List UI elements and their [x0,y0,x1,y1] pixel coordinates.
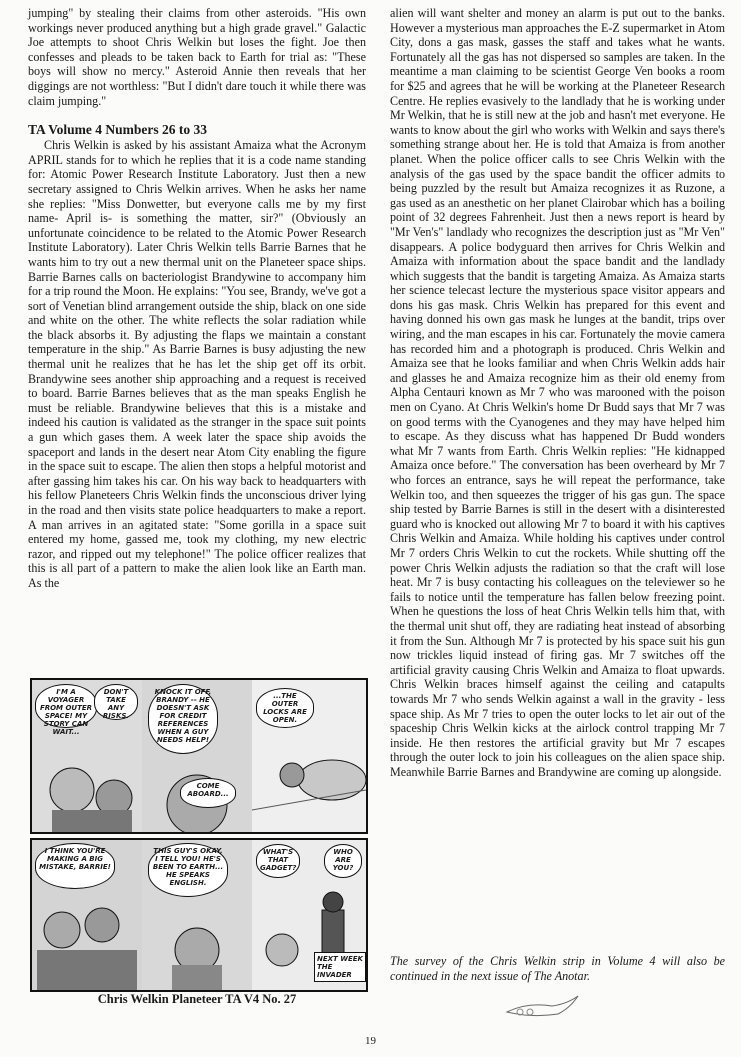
speech-bubble: I'M A VOYAGER FROM OUTER SPACE! MY STORY CAN WAIT... [35,684,97,728]
section-heading: TA Volume 4 Numbers 26 to 33 [28,122,208,138]
continued-note: The survey of the Chris Welkin strip in Volume 4 will also be continued in the next issue of The Anotar. [390,954,725,983]
speech-bubble: COME ABOARD... [180,778,236,808]
speech-bubble: DON'T TAKE ANY RISKS. [94,684,138,720]
comic-strip-top [30,678,368,834]
comic-panel [142,680,254,832]
speech-bubble: WHAT'S THAT GADGET? [256,844,300,878]
speech-bubble: WHO ARE YOU? [324,844,362,878]
comic-panel [252,680,366,832]
speech-bubble: I THINK YOU'RE MAKING A BIG MISTAKE, BARRIE! [35,843,115,889]
comic-caption: Chris Welkin Planeteer TA V4 No. 27 [97,992,297,1006]
rocket-logo-icon [502,992,582,1022]
speech-bubble: KNOCK IT OFF, BRANDY -- HE DOESN'T ASK FOR CREDIT REFERENCES WHEN A GUY NEEDS HELP! [148,684,218,754]
comic-panel [142,840,254,990]
paragraph: Chris Welkin is asked by his assistant Amaiza what the Acronym APRIL stands for to which he replies that it is a code name standing for: Atomic Power Research Institute Laboratory. Just then a new secretary assigned to Chris Welkin arrives. When he asks her name she replies: "Miss Donwetter, but everyone calls me by my first name- April is- is something the matter, sir?" (Obviously an unfortunate coincidence to be related to the Atomic Power Research Institute Laboratory). Later Chris Welkin tells Barrie Barnes that he wants him to try out a new thermal unit on the Planeteer space ships. Barrie Barnes calls on bacteriologist Brandywine to accompany him for a trip round the Moon. He explains: "You see, Brandy, we've got a sort of Venetian blind arrangement outside the ship, black on one side and white on the other. The white reflects the solar radiation while the black absorbs it. By adjusting the flaps we maintain a constant temperature in the ship." As Barrie Barnes is busy adjusting the new thermal unit he realizes that he has let the ship get off its orbit. Brandywine sees another ship approaching and a request is received to board. Barrie Barnes believes that as the man speaks English he must be reliable. Brandywine believes that this is a mistake and indeed his caution is validated as the stranger in the space suit points a gun which gases them. A week later the space ship avoids the spaceport and lands in the desert near Atom City enabling the figure in the space suit to escape. The alien then stops a helpful motorist and after gassing him takes his car. On his way back to headquarters with his fellow Planeteers Chris Welkin finds the unconscious driver lying in the road and then visits state police headquarters to make a report. A man arrives in an agitated state: "Some gorilla in a space suit entered my home, gassed me, took my clothing, my new electric razor, and ripped out my telephone!" The police officer realizes that this is all part of a pattern to make the alien look like an Earth man. As the [28,138,366,590]
comic-strip-bottom [30,838,368,992]
left-column [28,6,366,591]
paragraph: jumping" by stealing their claims from other asteroids. "His own workings never produced anything but a high grade gravel." Galactic Joe attempts to shoot Chris Welkin but loses the fight. Joe then confesses and pleads to be taken back to Earth for trial as: "These boys will show no mercy." Asteroid Annie then reveals that her diggings are not worthless: "But I didn't dare touch it while there was claim jumping." [28,6,366,108]
right-column [390,6,725,779]
speech-bubble: THIS GUY'S OKAY, I TELL YOU! HE'S BEEN TO EARTH... HE SPEAKS ENGLISH. [148,843,228,897]
comic-panel [32,680,144,832]
comic-panel [32,840,144,990]
page-number: 19 [365,1035,376,1047]
next-week-caption: NEXT WEEK THE INVADER [314,952,366,982]
paragraph: alien will want shelter and money an alarm is put out to the banks. However a mysterious man approaches the E-Z supermarket in Atom City, dons a gas mask, gasses the staff and takes what he wants. Fortunately all the gas has not dispersed so samples are taken. In the meantime a man claiming to be scientist George Ven books a room for $25 and agrees that he will be working at the Planeteer Research Centre. He replies evasively to the landlady that he is working under Mr Welkin, that he is still new at the job and hasn't met everyone. He wants to know about the girl who works with Welkin and says there's something strange about her. He is told that Amaiza is from another planet. When the police officer calls to see Chris Welkin with the analysis of the gas used by the space bandit the officer admits to being puzzled by the result but Amaiza recognizes it as Ruzone, a gas used as an anesthetic on her planet Clairobar which has a boiling point of 32 degrees Fahrenheit. Just then a news report is heard by "Mr Ven's" landlady who recognizes the description just as "Mr Ven" disappears. A police bodyguard then arrives for Chris Welkin and Amaiza with information about the space bandit and the landlady which suggests that the bandit is targeting Amaiza. As Amaiza starts her science telecast lecture the mysterious space visitor appears and dons his gas mask. Chris Welkin has prepared for this event and having donned his own gas mask he lunges at the bandit, trips over wiring, and the man escapes in his car. Fortunately the movie camera has recorded him and a photograph is produced. Chris Welkin and Amaiza see that he looks familiar and when Chris Welkin adds hair and glasses he and Amaiza recognize him as their old enemy from Alpha Centauri known as Mr 7 who was marooned with the poison men on Cyano. At Chris Welkin's home Dr Budd says that Mr 7 was on good terms with the Cyanogenes and they may have helped him to escape. As they discuss what has happened Dr Budd wonders what Mr 7 wants from Earth. Chris Welkin replies: "He kidnapped Amaiza once before." The conversation has been overheard by Mr 7 who forces an entrance, says he will repeat the performance, take Welkin too, and then squeezes the trigger of his gas gun. The space ship tested by Barrie Barnes is still in the desert with a disinterested guard who is knocked out allowing Mr 7 to board it with his captives Chris Welkin and Amaiza. While holding his captives under control Mr 7 orders Chris Welkin to cut the rockets. While shutting off the power Chris Welkin adjusts the radiation so that the craft will lose heat. Mr 7 is busy contacting his colleagues on the televiewer so he fails to notice until the temperature has fallen below freezing point. When he questions the loss of heat Chris Welkin tells him that, with the thermal unit shut off, they are radiating heat instead of absorbing it from the Sun. Although Mr 7 is protected by his space suit his gun now trickles liquid instead of firing gas. Mr 7 switches off the artificial gravity causing Chris Welkin and Amaiza to float upwards. Chris Welkin braces himself against the ceiling and catapults towards Mr 7 who sends Welkin against a wall in the gravity - less space ship. As Mr 7 tries to open the outer locks to let air out of the spaceship Chris Welkin kicks at the airlock control trapping Mr 7 inside. He then restores the artificial gravity but Mr 7 escapes through the outer lock to join his colleagues on the alien space ship. Meanwhile Barrie Barnes and Brandywine are coming up alongside. [390,6,725,779]
speech-bubble: ...THE OUTER LOCKS ARE OPEN. [256,688,314,728]
comic-panel [252,840,366,990]
